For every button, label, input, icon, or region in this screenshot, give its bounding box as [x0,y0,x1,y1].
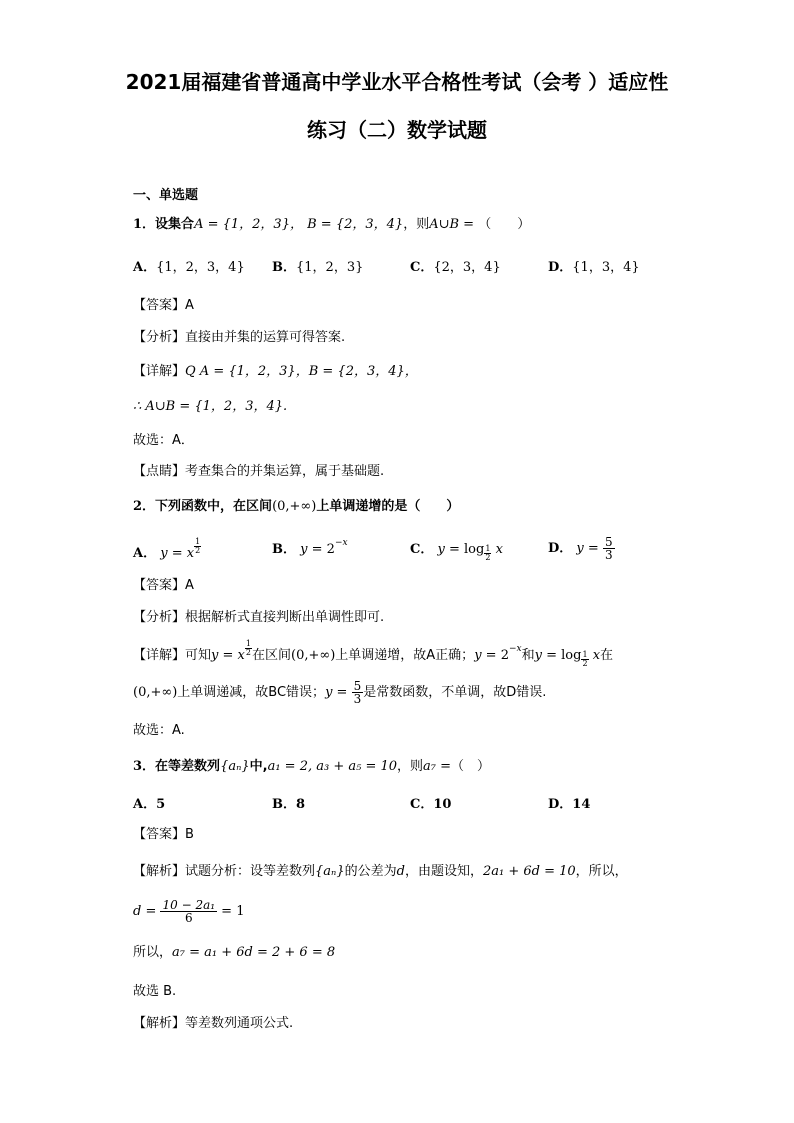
q2-answer: 【答案】A [133,578,194,593]
q1-comment: 【点睛】考查集合的并集运算，属于基础题. [133,464,385,479]
q2-option-c: C． y = log $_{\frac{1}{2}}$ x [410,542,503,562]
set-a: A = {1，2，3}， [194,217,303,232]
union-expr: A∪B = [429,217,475,232]
q1-option-c: C．{2，3，4} [410,260,501,275]
q2-analysis: 【分析】根据解析式直接判断出单调性即可. [133,610,385,625]
q1-detail-2: ∴ A∪B = {1，2，3，4}. [133,399,288,414]
set-b: B = {2，3，4} [307,217,404,232]
q3-knowledge-point: 【解析】等差数列通项公式. [133,1016,294,1031]
q1-detail-1: 【详解】Q A = {1，2，3}，B = {2，3，4}， [133,364,418,379]
interval: (0,+∞) [272,499,317,514]
section-heading: 一、单选题 [133,188,199,203]
question-2-stem: 2．下列函数中，在区间(0,+∞)上单调递增的是（ ） [133,499,460,514]
question-number: 1． [133,217,156,232]
q1-option-a: A．{1，2，3，4} [133,260,245,275]
q3-option-d: D．14 [548,797,591,812]
q1-option-b: B．{1，2，3} [272,260,364,275]
q1-choose: 故选：A． [133,433,194,448]
page-title-line2: 练习（二）数学试题 [307,118,487,142]
q1-answer: 【答案】A [133,298,194,313]
q2-choose: 故选：A. [133,723,185,738]
q3-solution-1: 【解析】试题分析：设等差数列{aₙ}的公差为d，由题设知，2a₁ + 6d = 10，所以， [133,864,628,879]
q2-detail-1: 【详解】可知y = x $^{\frac{1}{2}}$ 在区间(0,+∞)上单调递增，故A正确；$y = 2^{-x}$和y = log $_{\frac{1}{2}}$ x在 [133,639,614,668]
exponent-half: 1 2 [195,537,201,555]
q3-option-a: A．5 [133,797,166,812]
page-title-line1: 2021届福建省普通高中学业水平合格性考试（会考 ）适应性 [125,70,669,94]
q2-option-d: D． y = $\frac{5}{3}$ [548,535,613,562]
question-1-stem: 1．设集合A = {1，2，3}， B = {2，3，4}，则A∪B = （ ） [133,217,531,232]
question-3-stem: 3．在等差数列{aₙ}中,a₁ = 2, a₃ + a₅ = 10，则a₇ =（ ） [133,759,491,774]
q3-option-b: B．8 [272,797,306,812]
q3-answer: 【答案】B [133,827,194,842]
q3-solution-2: 所以，a₇ = a₁ + 6d = 2 + 6 = 8 [133,945,336,960]
q2-detail-2: (0,+∞)上单调递减，故BC错误；y = $\frac{5}{3}$ 是常数函数，不单调，故D错误. [133,679,547,706]
q3-choose: 故选 B. [133,984,177,999]
q2-option-a: A． y = x $^{\frac{1}{2}}$ [133,537,201,561]
q3-option-c: C．10 [410,797,452,812]
q1-option-d: D．{1，3，4} [548,260,640,275]
q1-analysis: 【分析】直接由并集的运算可得答案. [133,330,346,345]
q2-option-b: B． $y = 2^{-x}$ [272,538,348,557]
q3-solution-frac: d = $\frac{\text{10 − 2a₁}}{6}$ = 1 [133,898,245,925]
